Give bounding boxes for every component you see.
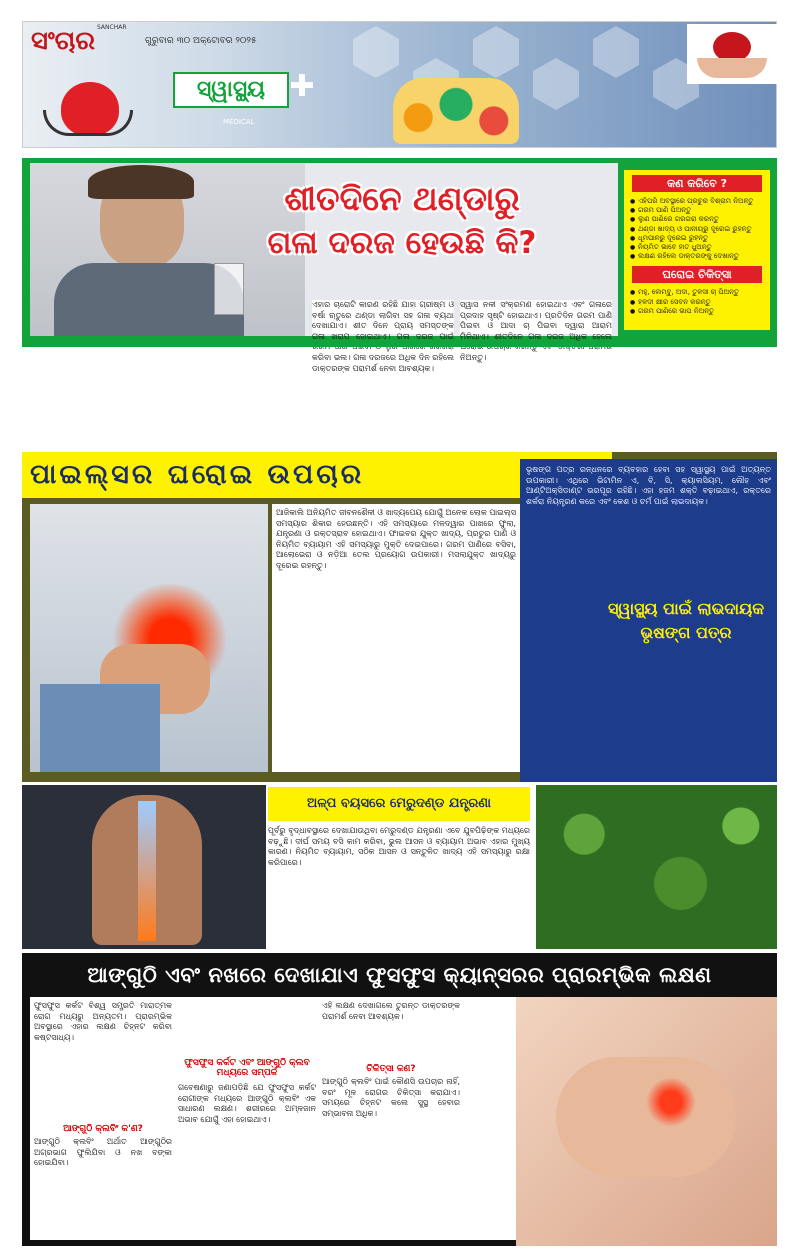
curry-leaf-title: ସ୍ୱାସ୍ଥ୍ୟ ପାଇଁ ଲାଭଦାୟକ ଭୃଷଙ୍ଗ ପତ୍ର (607, 599, 765, 642)
sidebar-box (624, 170, 770, 330)
body-col-2: ସ୍ୱାସ ନଳୀ ସଂକ୍ରମଣ ହୋଇଥାଏ ଏବଂ ଗଳାରେ ପ୍ରଦାହ ସୃଷ୍ଟି ହୋଇଥାଏ। ପ୍ରତିଦିନ ଗରମ ପାଣି ପିଇବା ଓ ଆଦା ଚା ପିଇବା ଦ୍ୱାରା ଆରାମ ମିଳିଥାଏ। ଶୀତଦିନେ ଗଳା ଦରଜ ଅଧିକ ହେଲେ ନିଅନ୍ତୁ। (460, 300, 612, 362)
spine-photo (22, 785, 266, 949)
list-item: ● ଧୂମପାନରୁ ଦୂରେଇ ରୁହନ୍ତୁ (624, 234, 770, 243)
body-col-3: ଏହି ଲକ୍ଷଣ ଦେଖାଗଲେ ତୁରନ୍ତ ଡାକ୍ତରଙ୍କ ପରାମର୍ଶ ନେବା ଆବଶ୍ୟକ। (322, 1001, 460, 1021)
piles-photo (30, 504, 268, 772)
joint-highlight (646, 1077, 696, 1127)
list-item: ● ଗରମ ପାଣିରେ ଭାପ ନିଅନ୍ତୁ (624, 307, 770, 316)
hex-decoration (593, 26, 639, 78)
body-col-1b: ଆଙ୍ଗୁଠି କ୍ଲବିଂ ଅର୍ଥାତ ଆଙ୍ଗୁଠିର ଅଗ୍ରଭାଗ ଫୁଲିଯିବା ଓ ନଖ ବଙ୍କା ହୋଇଯିବା। (34, 1137, 172, 1168)
green-strip (22, 341, 777, 347)
list-item: ● ହଳଦୀ କ୍ଷୀର ସେବନ କରନ୍ତୁ (624, 298, 770, 307)
heart-hands-image (687, 24, 777, 84)
piles-headline: ପାଇଲ୍ସର ଘରୋଇ ଉପଚାର (22, 452, 612, 498)
list-item: ● ଥଣ୍ଡା ଖାଦ୍ୟ ଓ ପାନୀୟରୁ ଦୂରେଇ ରୁହନ୍ତୁ (624, 225, 770, 234)
spine-body: ପୂର୍ବରୁ ବୃଦ୍ଧାବସ୍ଥାରେ ଦେଖାଯାଉଥିବା ମେରୁଦଣ୍ଡ ଯନ୍ତ୍ରଣା ଏବେ ଯୁବପିଢ଼ିଙ୍କ ମଧ୍ୟରେ ବଢ଼ୁଛି। ଦୀର୍ଘ ସମୟ ବସି କାମ କରିବା, ଭୁଲ ଆସନ ଓ ବ୍ୟାୟାମ ଅଭାବ ଏହାର ମୁଖ୍ୟ କାରଣ। ନିୟମିତ ବ୍ୟାୟାମ, ସଠିକ ଆସନ ଓ ସନ୍ତୁଳିତ ଖାଦ୍ୟ ଏହି ସମସ୍ୟାରୁ ରକ୍ଷା କରିପାରେ। (268, 826, 530, 867)
list-item: ● ଏହିପରି ଅବସ୍ଥାରେ ପ୍ରଚୁର ବିଶ୍ରାମ ନିଅନ୍ତୁ (624, 197, 770, 206)
article-main-panel (30, 163, 618, 373)
body-col-2: ଗବେଷଣାରୁ ଜଣାପଡ଼ିଛି ଯେ ଫୁସଫୁସ କର୍କଟ ରୋଗୀଙ୍କ ମଧ୍ୟରେ ଆଙ୍ଗୁଠି କ୍ଲବିଂ ଏକ ସାଧାରଣ ଲକ୍ଷଣ। ଶରୀରରେ ଅମ୍ଳଜାନ ଅଭାବ ଯୋଗୁଁ ଏହା ହୋଇଥାଏ। (178, 1083, 316, 1124)
hex-decoration (473, 26, 519, 78)
water-glass (214, 263, 244, 315)
fruit-basket-image (393, 78, 519, 144)
plus-icon: ✚ (289, 69, 315, 104)
piles-body: ଆଜିକାଲି ଅନିୟମିତ ଜୀବନଶୈଳୀ ଓ ଖାଦ୍ୟପେୟ ଯୋଗୁଁ ଅନେକ ଲୋକ ପାଇଲ୍ସ ସମସ୍ୟାର ଶିକାର ହେଉଛନ୍ତି। ଏହି ସମସ୍ୟାରେ ମଳଦ୍ୱାର ପାଖରେ ଫୁଲା, ଯନ୍ତ୍ରଣା ଓ ରକ୍ତସ୍ରାବ ହୋଇଥାଏ। ଫାଇବର ଯୁକ୍ତ ଖାଦ୍ୟ, ପ୍ରଚୁର ପାଣି ଓ ନିୟମିତ ବ୍ୟାୟାମ ଏହି ସମସ୍ୟାରୁ ମୁକ୍ତି ଦେଇପାରେ। ଗରମ ପାଣିରେ ବସିବା, ଆଲୋଭେରା ଓ ନଡ଼ିଆ ତେଲ ପ୍ରୟୋଗ ଉପକାରୀ। ମସଲାଯୁକ୍ତ ଖାଦ୍ୟରୁ ଦୂରେଇ ରହନ୍ତୁ। (272, 504, 520, 772)
subhead-text: ଆଙ୍ଗୁଠି କ୍ଲବିଂ କ'ଣ? (63, 1124, 143, 1134)
issue-date: ଗୁରୁବାର ୩୦ ଅକ୍ଟୋବର ୨୦୨୫ (145, 36, 257, 46)
hand-shape (556, 1057, 736, 1177)
subhead-text: ଚିକିତ୍ସା କଣ? (366, 1064, 416, 1074)
hands-shape (697, 58, 767, 78)
hands-photo (516, 997, 777, 1246)
spine-headline: ଅଳ୍ପ ବୟସରେ ମେରୁଦଣ୍ଡ ଯନ୍ତ୍ରଣା (268, 787, 530, 821)
body-col-1: ଫୁସଫୁସ କର୍କଟ ବିଶ୍ୱ ସମ୍ପ୍ରତି ମାରାତ୍ମକ ରୋଗ ମଧ୍ୟରୁ ଅନ୍ୟତମ। ପ୍ରାରମ୍ଭିକ ଅବସ୍ଥାରେ ଏହାର ଲକ୍ଷଣ ଚିହ୍ନଟ କରିବା କଷ୍ଟସାଧ୍ୟ। (34, 1001, 172, 1042)
body-col-1: ଏହାର ଚାରୋଟି କାରଣ ରହିଛି ଯାହା ଗ୍ରୀଷ୍ମ ଓ ବର୍ଷା ଋତୁରେ ଥଣ୍ଡା ଲାଗିବା ସହ ଗଳା ବ୍ୟଥା ଦେଖାଯାଏ। ଶୀତ ଦିନେ ପ୍ରାୟ ସମସ୍ତଙ୍କ ଗଳା ଖରାପ ହୋଇଥାଏ। ଗଳା ଦରଜ ପାଇଁ କରିବା ଭଲ। ଗଳା ଦରଜରେ ଅଧିକ ଦିନ ରହିଲେ ଡାକ୍ତରଙ୍କ ପରାମର୍ଶ ନେବା ଆବଶ୍ୟକ। (312, 300, 454, 373)
stethoscope-icon (43, 110, 133, 136)
hex-decoration (353, 26, 399, 78)
medical-label: MEDICAL (223, 118, 255, 126)
subhead-what-is-clubbing (34, 1121, 172, 1137)
subhead-treatment (322, 1061, 460, 1077)
lung-cancer-headline: ଆଙ୍ଗୁଠି ଏବଂ ନଖରେ ଦେଖାଯାଏ ଫୁସଫୁସ କ୍ୟାନ୍ସରର ପ୍ରାରମ୍ଭିକ ଲକ୍ଷଣ (87, 963, 712, 987)
curry-leaf-photo (536, 785, 777, 949)
article-sore-throat (22, 158, 777, 373)
hex-decoration (533, 58, 579, 110)
side-title-home-remedy: ଘରୋଇ ଚିକିତ୍ସା (632, 266, 762, 283)
list-item: ● ଲୁଣ ପାଣିରେ ଗରଗରା କରନ୍ତୁ (624, 215, 770, 224)
list-item: ● ଲକ୍ଷଣ ରହିଲେ ଡାକ୍ତରଙ୍କୁ ଦେଖାନ୍ତୁ (624, 252, 770, 261)
list-item: ● ଗରମ ପାଣି ପିଅନ୍ତୁ (624, 206, 770, 215)
jeans-shape (40, 684, 160, 772)
masthead-banner (22, 21, 777, 148)
list-item: ● ମହୁ, ଲେମ୍ବୁ, ଅଦା, ତୁଳସୀ ଚା ପିଅନ୍ତୁ (624, 288, 770, 297)
brand-small: SANCHAR (97, 24, 127, 31)
side-title-what-to-do: କଣ କରିବେ ? (632, 175, 762, 192)
headline-line1: ଶୀତଦିନେ ଥଣ୍ଡାରୁ (284, 179, 520, 218)
spine-highlight (138, 801, 156, 941)
list-item: ● ନିୟମିତ ଭାବେ ହାତ ଧୁଅନ୍ତୁ (624, 243, 770, 252)
subhead-text: ଫୁସଫୁସ କର୍କଟ ଏବଂ ଆଙ୍ଗୁଠି କ୍ଲବ ମଧ୍ୟରେ ସମ୍ପର୍କ (184, 1058, 310, 1078)
curry-leaf-panel (520, 459, 777, 782)
subhead-relation (178, 1055, 316, 1081)
hair-shape (88, 165, 194, 199)
section-label: ସ୍ୱାସ୍ଥ୍ୟ (173, 72, 289, 108)
headline-line2: ଗଳା ଦରଜ ହେଉଛି କି? (267, 225, 537, 261)
brand-logo: ସଂଚାର (31, 26, 96, 56)
curry-leaf-body: ଭୃଷଙ୍ଗ ପତ୍ର ରନ୍ଧନରେ ବ୍ୟବହାର ହେବା ସହ ସ୍ୱାସ୍ଥ୍ୟ ପାଇଁ ଅତ୍ୟନ୍ତ ଉପକାରୀ। ଏଥିରେ ଭିଟାମିନ ଏ, ବି, ସି, କ୍ୟାଲସିୟମ, ଲୌହ ଏବଂ ଆଣ୍ଟିଅକ୍ସିଡାଣ୍ଟ ଭରପୂର ରହିଛି। ଏହା ହଜମ ଶକ୍ତି ବଢ଼ାଇଥାଏ, ରକ୍ତରେ ଶର୍କରା ନିୟନ୍ତ୍ରଣ କରେ ଏବଂ କେଶ ଓ ଚର୍ମ ପାଇଁ ଲାଭଦାୟକ। (526, 465, 771, 506)
body-col-3b: ଆଙ୍ଗୁଠି କ୍ଲବିଂ ପାଇଁ କୌଣସି ଉପଚାର ନାହିଁ, ବରଂ ମୂଳ ରୋଗର ଚିକିତ୍ସା କରାଯାଏ। ସମୟରେ ଚିହ୍ନଟ କଲେ ସୁସ୍ଥ ହେବାର ସମ୍ଭାବନା ଅଧିକ। (322, 1077, 460, 1118)
